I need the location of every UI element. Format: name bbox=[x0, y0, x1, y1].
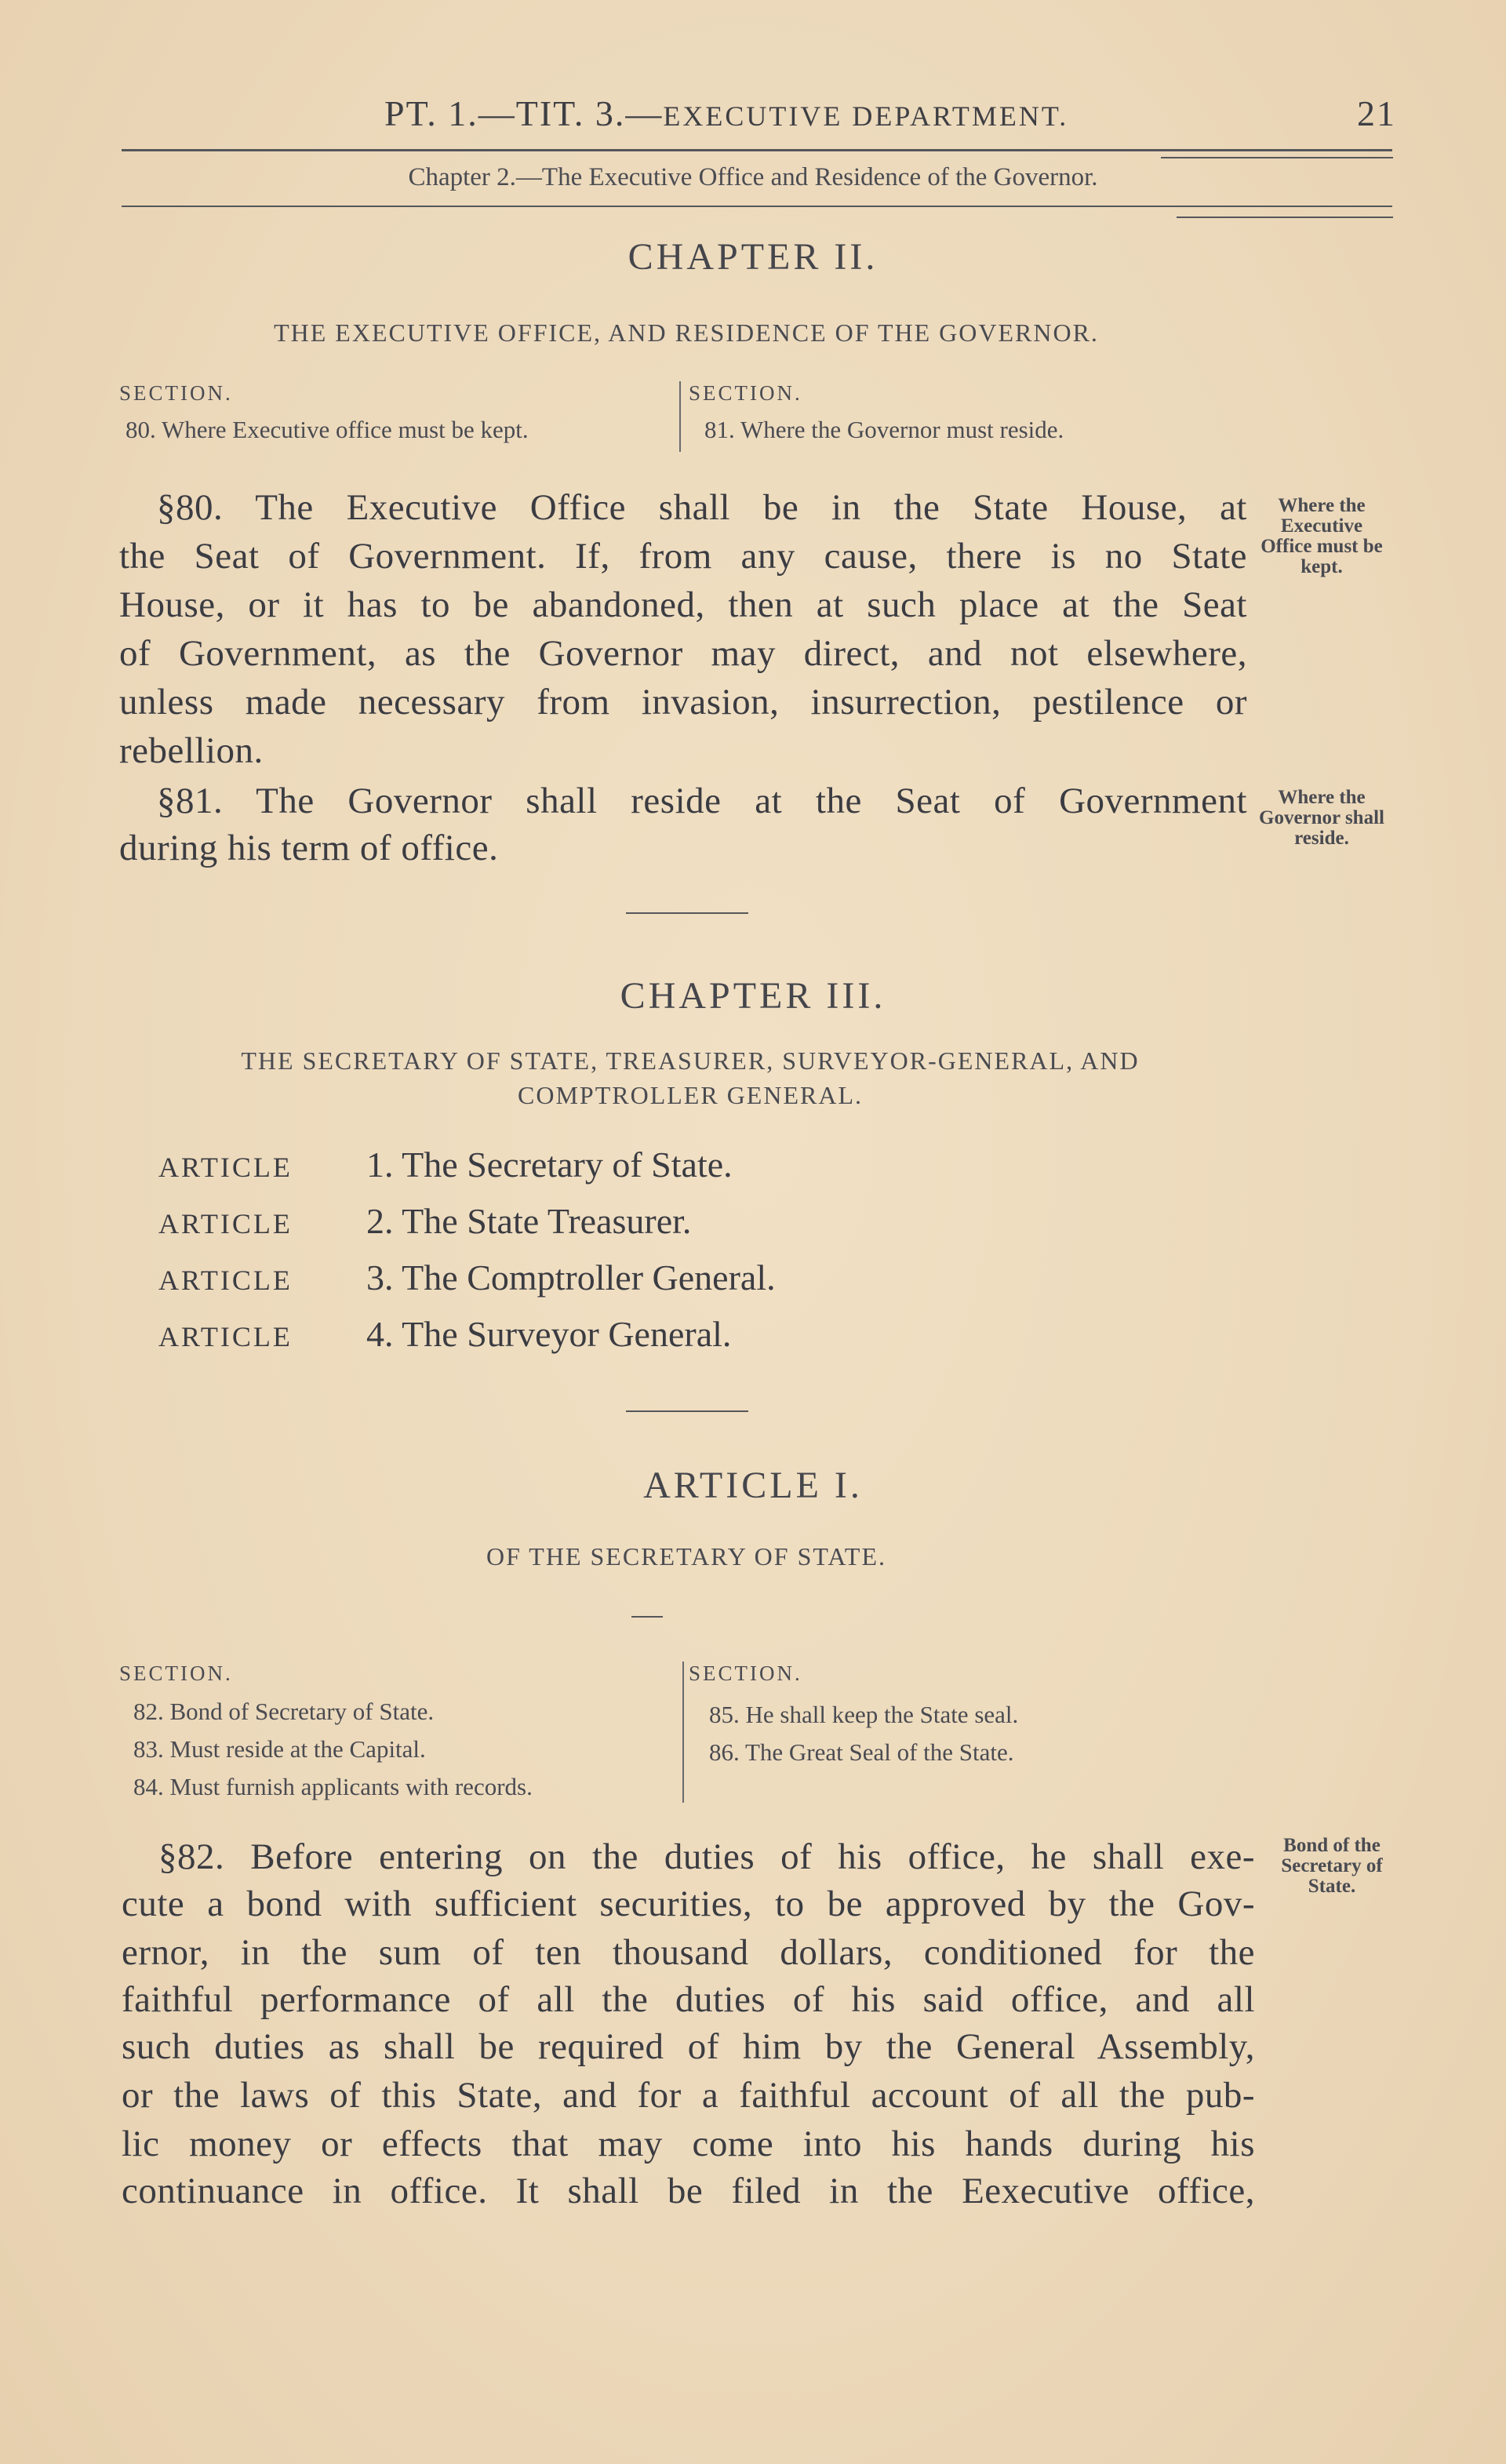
section-entry-83: 83. Must reside at the Capital. bbox=[133, 1735, 426, 1763]
section-entry-81: 81. Where the Governor must reside. bbox=[704, 416, 1064, 443]
section-divider bbox=[682, 1661, 684, 1803]
head-rule-top bbox=[122, 149, 1392, 151]
article-list-item bbox=[158, 1313, 731, 1355]
chapter-2-subtitle: THE EXECUTIVE OFFICE, AND RESIDENCE OF THE GOVERNOR. bbox=[274, 318, 1099, 347]
article-1-title: ARTICLE I. bbox=[643, 1465, 863, 1506]
separator-rule-small bbox=[631, 1616, 663, 1618]
para-80-line: House, or it has to be abandoned, then at such place at the Seat bbox=[119, 584, 1247, 625]
para-80-line: rebellion. bbox=[119, 730, 264, 771]
head-rule-top-right bbox=[1161, 157, 1393, 158]
article-text: The Comptroller General. bbox=[402, 1257, 776, 1298]
para-82-line: or the laws of this State, and for a faithful account of all the pub- bbox=[122, 2075, 1255, 2116]
article-label: ARTICLE bbox=[158, 1208, 293, 1239]
margin-note-80: Where the Executive Office must be kept. bbox=[1260, 495, 1383, 577]
running-head-department: EXECUTIVE DEPARTMENT. bbox=[663, 100, 1069, 132]
para-81-line: §81. The Governor shall reside at the Seat of Government bbox=[157, 781, 1247, 821]
para-82-line: §82. Before entering on the duties of his office, he shall exe- bbox=[158, 1836, 1255, 1877]
article-1-subtitle: OF THE SECRETARY OF STATE. bbox=[486, 1542, 887, 1570]
head-rule-bottom-right bbox=[1177, 217, 1393, 218]
section-divider bbox=[679, 381, 681, 452]
para-80-line: §80. The Executive Office shall be in the State House, at bbox=[157, 487, 1247, 528]
section-entry-80: 80. Where Executive office must be kept. bbox=[126, 416, 529, 443]
para-80-line: the Seat of Government. If, from any cause, there is no State bbox=[119, 536, 1247, 577]
para-82-line: continuance in office. It shall be filed in the Eexecutive office, bbox=[122, 2171, 1255, 2211]
separator-rule bbox=[626, 912, 748, 914]
running-head-title bbox=[384, 93, 1068, 134]
para-80-line: of Government, as the Governor may direct, and not elsewhere, bbox=[119, 633, 1247, 674]
chapter-subhead: Chapter 2.—The Executive Office and Residence of the Governor. bbox=[408, 163, 1098, 191]
article-label: ARTICLE bbox=[158, 1152, 293, 1183]
chapter-3-title: CHAPTER III. bbox=[620, 975, 886, 1017]
para-82-line: faithful performance of all the duties of his said office, and all bbox=[122, 1979, 1255, 2020]
para-82-line: lic money or effects that may come into his hands during his bbox=[122, 2124, 1255, 2164]
margin-note-81: Where the Governor shall reside. bbox=[1259, 787, 1384, 849]
article-list-item bbox=[158, 1200, 691, 1242]
para-80-line: unless made necessary from invasion, insurrection, pestilence or bbox=[119, 682, 1247, 722]
section-entry-84: 84. Must furnish applicants with records. bbox=[133, 1773, 533, 1800]
article-text: The Secretary of State. bbox=[402, 1145, 733, 1185]
section-entry-82: 82. Bond of Secretary of State. bbox=[133, 1698, 435, 1725]
separator-rule bbox=[626, 1410, 748, 1412]
article-number: 2. bbox=[366, 1201, 394, 1241]
article-number: 4. bbox=[366, 1314, 394, 1354]
running-head-prefix: PT. 1.—TIT. 3.— bbox=[384, 93, 664, 133]
para-82-line: ernor, in the sum of ten thousand dollars, conditioned for the bbox=[122, 1932, 1255, 1973]
article-text: The Surveyor General. bbox=[402, 1314, 732, 1354]
article-list-item bbox=[158, 1144, 733, 1185]
page-number: 21 bbox=[1357, 93, 1396, 133]
section-label-right: SECTION. bbox=[689, 1661, 802, 1685]
chapter-2-title: CHAPTER II. bbox=[628, 236, 878, 278]
article-number: 3. bbox=[366, 1257, 394, 1298]
article-text: The State Treasurer. bbox=[402, 1201, 692, 1241]
section-label-right: SECTION. bbox=[689, 381, 802, 405]
section-label-left: SECTION. bbox=[119, 1661, 233, 1685]
para-81-line: during his term of office. bbox=[119, 828, 499, 868]
margin-note-82: Bond of the Secretary of State. bbox=[1281, 1835, 1383, 1897]
article-label: ARTICLE bbox=[158, 1321, 293, 1352]
para-82-line: cute a bond with sufficient securities, to be approved by the Gov- bbox=[122, 1883, 1255, 1924]
chapter-3-subtitle: THE SECRETARY OF STATE, TREASURER, SURVEYOR-GENERAL, AND COMPTROLLER GENERAL. bbox=[241, 1046, 1140, 1109]
article-number: 1. bbox=[366, 1145, 394, 1185]
section-label-left: SECTION. bbox=[119, 381, 233, 405]
section-entry-85: 85. He shall keep the State seal. bbox=[709, 1701, 1019, 1728]
article-list-item bbox=[158, 1257, 776, 1298]
head-rule-bottom bbox=[122, 206, 1392, 207]
article-label: ARTICLE bbox=[158, 1265, 293, 1296]
section-entry-86: 86. The Great Seal of the State. bbox=[709, 1738, 1014, 1766]
para-82-line: such duties as shall be required of him by the General Assembly, bbox=[122, 2026, 1255, 2067]
